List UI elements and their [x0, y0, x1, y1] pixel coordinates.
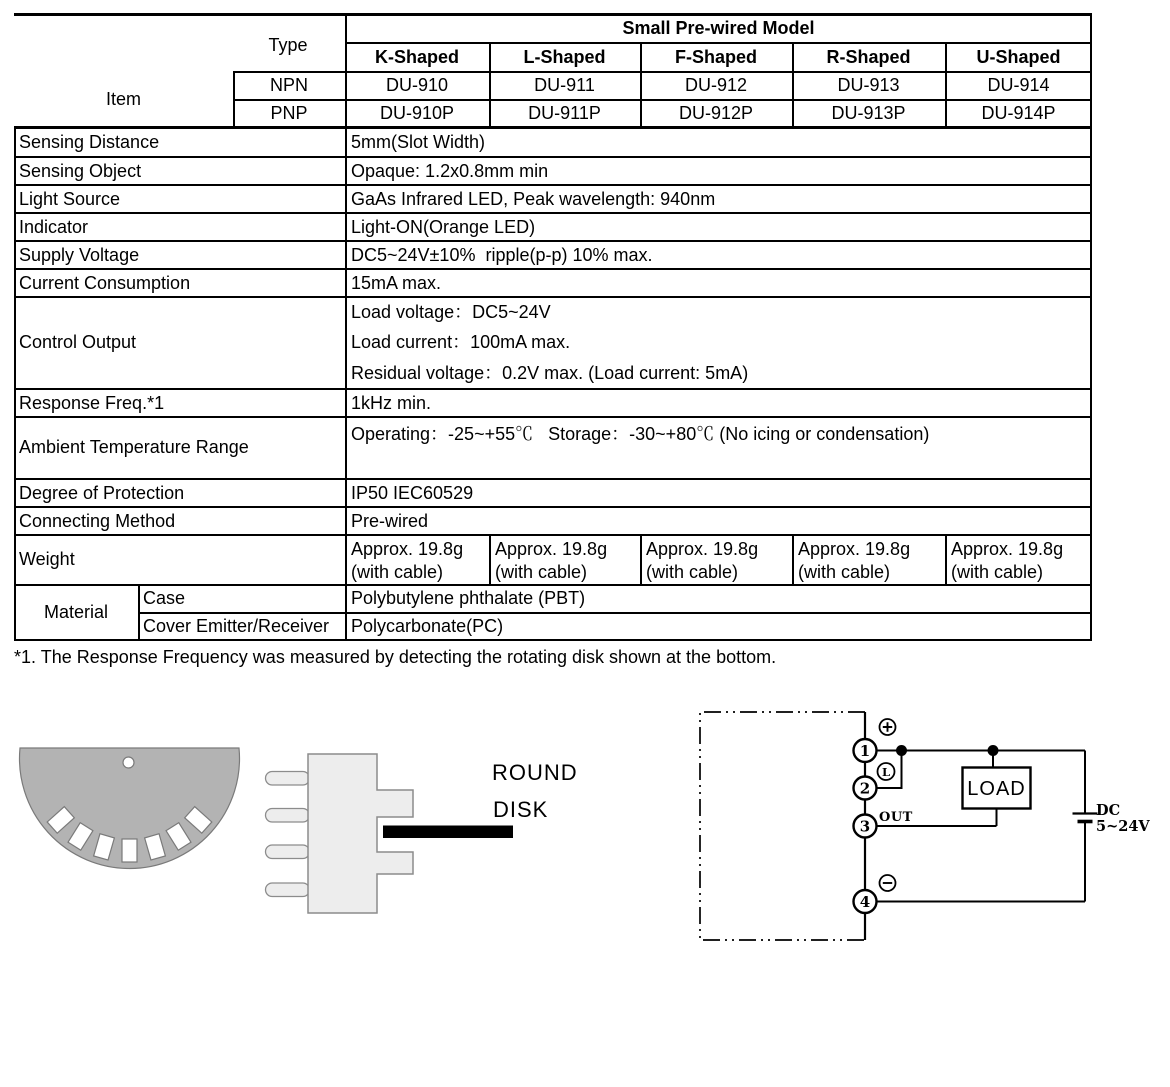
spec-label: Supply Voltage — [19, 244, 140, 265]
control-output-line: Load current：100mA max. — [351, 331, 571, 352]
sensor-outline-dashdot — [700, 712, 865, 940]
spec-label: Current Consumption — [19, 272, 191, 293]
shape-header-l: L-Shaped — [523, 46, 606, 67]
material-case-label: Case — [143, 588, 186, 609]
pnp-model: DU-914P — [981, 102, 1056, 123]
spec-label: Indicator — [19, 216, 89, 237]
disk-center-hole — [123, 757, 134, 768]
spec-value: 5mm(Slot Width) — [351, 131, 486, 152]
junction-dot — [988, 745, 999, 756]
weight-cell-line: (with cable) — [495, 561, 588, 582]
table-border — [14, 639, 1092, 641]
junction-dot — [896, 745, 907, 756]
spec-label: Sensing Object — [19, 160, 142, 181]
npn-model: DU-913 — [837, 74, 900, 95]
spec-value: Opaque: 1.2x0.8mm min — [351, 160, 549, 181]
material-cover-value: Polycarbonate(PC) — [351, 615, 504, 636]
plus-terminal-icon — [880, 719, 896, 735]
terminal-2-number: 2 — [859, 779, 871, 798]
round-disk-label-line1: ROUND — [492, 760, 578, 785]
material-label: Material — [43, 601, 109, 622]
table-border — [14, 534, 1092, 536]
protection-value: IP50 IEC60529 — [351, 482, 474, 503]
pnp-label: PNP — [270, 102, 308, 123]
spec-value: DC5~24V±10% ripple(p-p) 10% max. — [351, 244, 653, 265]
terminal-1-number: 1 — [859, 742, 871, 760]
control-output-label: Control Output — [19, 331, 137, 352]
shape-header-u: U-Shaped — [976, 46, 1061, 67]
weight-cell-line: Approx. 19.8g — [495, 538, 608, 559]
dc-label-line2: 5~24V — [1096, 818, 1150, 835]
rotating-disk-figure — [19, 748, 239, 868]
diagram-area — [0, 690, 1170, 987]
connecting-label: Connecting Method — [19, 510, 176, 531]
npn-model: DU-912 — [684, 74, 748, 95]
npn-label: NPN — [269, 74, 308, 95]
weight-cell-line: (with cable) — [351, 561, 444, 582]
weight-cell-line: (with cable) — [951, 561, 1044, 582]
spec-label: Sensing Distance — [19, 131, 160, 152]
response-freq-label: Response Freq.*1 — [19, 392, 165, 413]
spec-value: Light-ON(Orange LED) — [351, 216, 536, 237]
weight-label: Weight — [19, 548, 75, 569]
connecting-value: Pre-wired — [351, 510, 429, 531]
table-border — [792, 534, 794, 586]
pnp-model: DU-910P — [379, 102, 455, 123]
response-freq-value: 1kHz min. — [351, 392, 432, 413]
pnp-model: DU-912P — [678, 102, 754, 123]
control-output-line: Load voltage：DC5~24V — [351, 301, 551, 322]
material-cover-label: Cover Emitter/Receiver — [143, 615, 330, 636]
table-border — [14, 126, 16, 641]
weight-cell-line: Approx. 19.8g — [798, 538, 911, 559]
round-disk-label-line2: DISK — [493, 797, 549, 822]
table-border — [14, 156, 1092, 158]
sensor-pins — [266, 772, 310, 897]
shape-header-r: R-Shaped — [826, 46, 911, 67]
spec-value: 15mA max. — [351, 272, 442, 293]
footnote: *1. The Response Frequency was measured by detecting the rotating disk shown at the bottom. — [14, 646, 777, 667]
weight-cell-line: Approx. 19.8g — [351, 538, 464, 559]
terminal-3-number: 3 — [859, 817, 871, 836]
ambient-label: Ambient Temperature Range — [19, 436, 249, 457]
spec-value: GaAs Infrared LED, Peak wavelength: 940nm — [351, 188, 716, 209]
corner-item-label: Item — [105, 88, 141, 109]
shape-header-k: K-Shaped — [374, 46, 459, 67]
weight-cell-line: (with cable) — [798, 561, 891, 582]
material-case-value: Polybutylene phthalate (PBT) — [351, 588, 586, 609]
disk-edge-bar — [383, 826, 513, 839]
pnp-model: DU-911P — [528, 102, 601, 123]
corner-type-label: Type — [268, 34, 308, 55]
spec-label: Light Source — [19, 188, 121, 209]
weight-cell-line: Approx. 19.8g — [646, 538, 759, 559]
weight-cell-line: Approx. 19.8g — [951, 538, 1064, 559]
npn-model: DU-914 — [987, 74, 1050, 95]
sensor-figure — [266, 754, 578, 913]
npn-model: DU-910 — [385, 74, 449, 95]
battery-symbol — [1073, 814, 1098, 822]
terminal-4-number: 4 — [859, 893, 871, 911]
table-border — [138, 584, 140, 641]
table-border — [945, 534, 947, 586]
l-terminal-icon — [878, 763, 895, 780]
pnp-model: DU-913P — [831, 102, 906, 123]
weight-cell-line: (with cable) — [646, 561, 739, 582]
table-border — [489, 534, 491, 586]
l-terminal-letter: L — [881, 765, 891, 779]
minus-terminal-icon — [880, 875, 896, 891]
out-label: OUT — [879, 810, 913, 825]
group-header: Small Pre-wired Model — [622, 17, 815, 38]
npn-model: DU-911 — [534, 74, 595, 95]
load-label: LOAD — [967, 778, 1026, 800]
wiring-diagram — [700, 712, 1150, 940]
dc-label-line1: DC — [1096, 802, 1121, 819]
table-border — [640, 534, 642, 586]
shape-header-f: F-Shaped — [674, 46, 757, 67]
control-output-line: Residual voltage：0.2V max. (Load current: 5mA) — [351, 362, 749, 383]
protection-label: Degree of Protection — [19, 482, 185, 503]
ambient-value: Operating：-25~+55℃ Storage：-30~+80℃ (No icing or condensation) — [351, 423, 930, 444]
table-border — [14, 388, 1092, 390]
